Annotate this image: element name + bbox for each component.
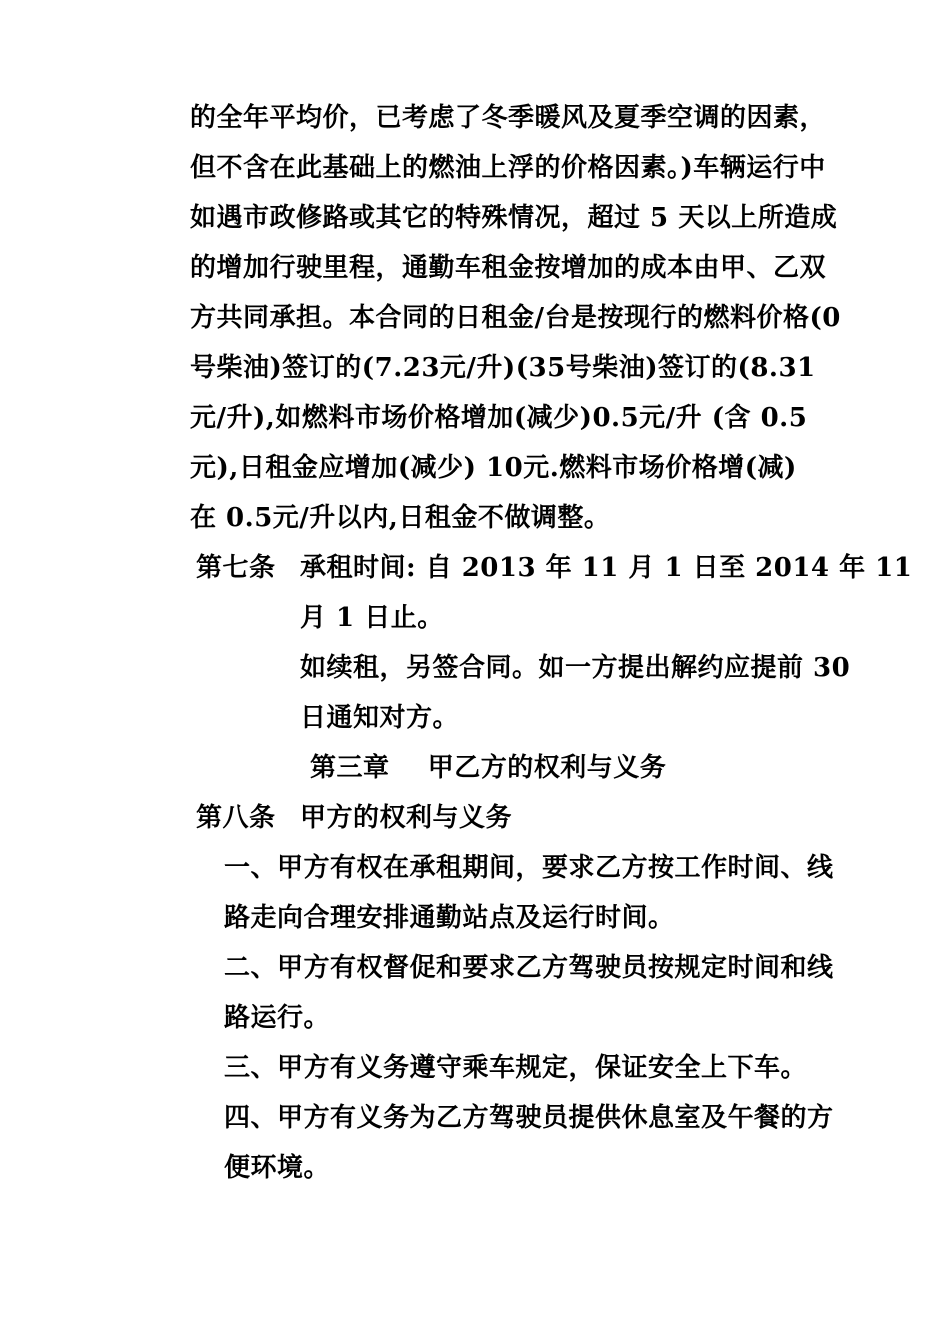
article-7-title: 第七条 [196, 553, 276, 583]
list-item: 四、甲方有义务为乙方驾驶员提供休息室及午餐的方 [224, 1103, 834, 1133]
body-text-line: 元),日租金应增加(减少) 10元.燃料市场价格增(减) [190, 453, 797, 483]
list-item: 路运行。 [224, 1003, 331, 1033]
list-item: 三、甲方有义务遵守乘车规定，保证安全上下车。 [224, 1053, 808, 1083]
body-text-line: 在 0.5元/升以内,日租金不做调整。 [190, 503, 611, 533]
article-7-text: 月 1 日止。 [300, 603, 444, 633]
article-7-text: 承租时间: 自 2013 年 11 月 1 日至 2014 年 11 [300, 553, 913, 583]
article-8-heading: 甲方的权利与义务 [300, 803, 513, 833]
list-item: 一、甲方有权在承租期间，要求乙方按工作时间、线 [224, 853, 834, 883]
article-7-text: 如续租，另签合同。如一方提出解约应提前 30 [300, 653, 851, 683]
article-7-text: 日通知对方。 [300, 703, 460, 733]
list-item: 二、甲方有权督促和要求乙方驾驶员按规定时间和线 [224, 953, 834, 983]
list-item: 便环境。 [224, 1153, 331, 1183]
list-item: 路走向合理安排通勤站点及运行时间。 [224, 903, 675, 933]
body-text-line: 的全年平均价，已考虑了冬季暖风及夏季空调的因素， [190, 103, 827, 133]
body-text-line: 方共同承担。本合同的日租金/台是按现行的燃料价格(0 [190, 303, 841, 333]
body-text-line: 的增加行驶里程，通勤车租金按增加的成本由甲、乙双 [190, 253, 827, 283]
body-text-line: 但不含在此基础上的燃油上浮的价格因素。)车辆运行中 [190, 153, 826, 183]
chapter-heading: 第三章 甲乙方的权利与义务 [310, 753, 667, 783]
body-text-line: 号柴油)签订的(7.23元/升)(35号柴油)签订的(8.31 [190, 353, 816, 383]
article-8-title: 第八条 [196, 803, 276, 833]
body-text-line: 如遇市政修路或其它的特殊情况，超过 5 天以上所造成 [190, 203, 838, 233]
body-text-line: 元/升),如燃料市场价格增加(减少)0.5元/升 (含 0.5 [190, 403, 808, 433]
